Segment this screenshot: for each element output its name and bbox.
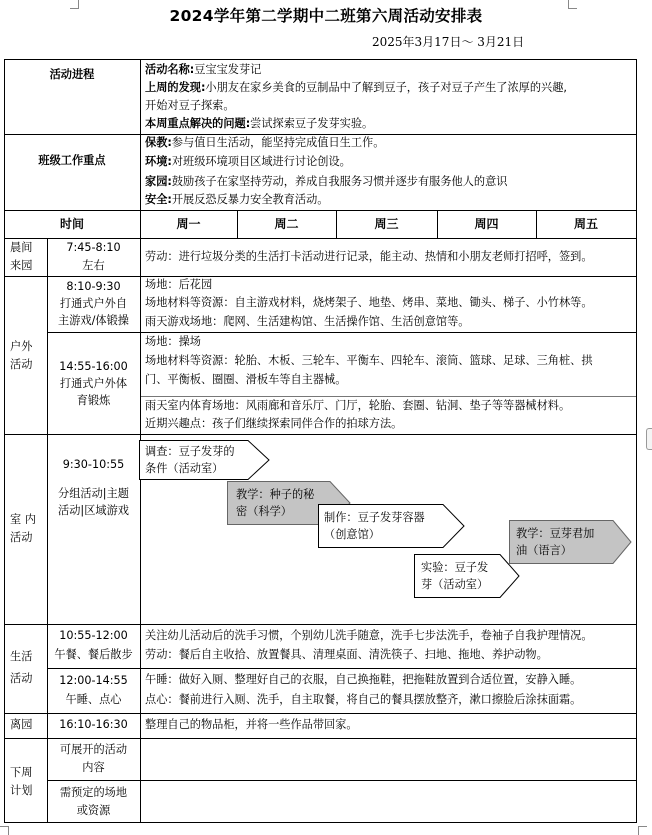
activity-line-2: 油（语言） — [516, 544, 572, 557]
activity-line-2: 条件（活动室） — [145, 462, 224, 475]
activity-line-2: （创意馆） — [324, 528, 380, 541]
activity-arrow-sprout-experiment — [414, 554, 520, 598]
next-week-activities-1: 可展开的活动 — [59, 743, 128, 756]
header-time: 时间 — [59, 217, 84, 231]
activity-name: 活动名称:豆宝宝发芽记 — [145, 63, 262, 76]
corner-mark-bottom-left — [0, 826, 9, 835]
page-side-handle[interactable] — [646, 428, 652, 450]
class-focus-home: 家园:鼓励孩子在家坚持劳动，养成自我服务习惯并逐步有服务他人的意识 — [145, 175, 508, 188]
indoor-name-2: 活动|区域游戏 — [58, 504, 129, 517]
activity-line-1: 实验：豆子发 — [421, 561, 489, 574]
header-friday: 周五 — [573, 217, 598, 231]
arrival-content: 劳动：进行垃圾分类的生活打卡活动进行记录，能主动、热情和小朋友老师打招呼，签到。 — [145, 250, 593, 263]
outdoor-am-venue: 场地：后花园 — [145, 278, 213, 291]
life-noon-handwash: 关注幼儿活动后的洗手习惯，个别幼儿洗手随意，洗手七步法洗手，卷袖子自我护理情况。 — [145, 629, 593, 642]
activity-line-2: 芽（活动室） — [421, 578, 489, 591]
indoor-label-1: 室 内 — [10, 513, 36, 526]
header-wednesday: 周三 — [374, 217, 399, 231]
life-label-2: 活动 — [10, 672, 33, 685]
date-range: 2025年3月17日～ 3月21日 — [372, 35, 525, 49]
header-tuesday: 周二 — [274, 217, 299, 231]
departure-content: 整理自己的物品柜，并将一些作品带回家。 — [145, 718, 358, 731]
outdoor-am-time: 8:10-9:30 — [66, 280, 121, 293]
life-noon-time: 10:55-12:00 — [59, 629, 128, 642]
outdoor-pm-interest: 近期兴趣点：孩子们继续探索同伴合作的拍球方法。 — [145, 417, 403, 430]
outdoor-label-2: 活动 — [10, 358, 33, 371]
life-nap-time: 12:00-14:55 — [59, 674, 128, 687]
life-snack-detail: 点心：餐前进行入厕、洗手，自主取餐，将自己的餐具摆放整齐，漱口擦脸后涂抹面霜。 — [145, 693, 582, 706]
page-title: 2024学年第二学期中二班第六周活动安排表 — [169, 7, 483, 25]
outdoor-pm-materials-cont: 门、平衡板、圈圈、滑板车等自主器械。 — [145, 373, 347, 386]
arrival-time-approx: 左右 — [82, 259, 105, 272]
progress-label: 活动进程 — [49, 68, 95, 81]
activity-line-1: 教学：种子的秘 — [236, 488, 315, 501]
last-week-discovery-cont: 开始对豆子探索。 — [145, 99, 235, 112]
indoor-name-1: 分组活动|主题 — [58, 487, 129, 500]
activity-line-1: 教学：豆芽君加 — [516, 527, 595, 540]
class-focus-safety: 安全:开展反恐反暴力安全教育活动。 — [145, 193, 329, 206]
life-noon-labor: 劳动：餐后自主收拾、放置餐具、清理桌面、清洗筷子、扫地、拖地、养护动物。 — [145, 648, 548, 661]
arrival-label-1: 晨间 — [10, 241, 33, 254]
indoor-time: 9:30-10:55 — [62, 458, 125, 471]
outdoor-pm-venue: 场地：操场 — [145, 335, 201, 348]
corner-mark-bottom-right — [638, 826, 647, 835]
outdoor-pm-time: 14:55-16:00 — [59, 360, 128, 373]
class-focus-label: 班级工作重点 — [38, 154, 106, 167]
outdoor-pm-name-1: 打通式户外体 — [59, 377, 128, 390]
outdoor-pm-rainy: 雨天室内体育场地：风雨廊和音乐厅、门厅，轮胎、套圈、钻洞、垫子等等器械材料。 — [145, 399, 571, 412]
outdoor-pm-materials: 场地材料等资源：轮胎、木板、三轮车、平衡车、四轮车、滚筒、篮球、足球、三角桩、拱 — [145, 354, 593, 367]
next-week-venues-2: 或资源 — [76, 804, 111, 817]
outdoor-am-materials: 场地材料等资源：自主游戏材料，烧烤架子、地垫、烤串、菜地、锄头、梯子、小竹林等。 — [145, 296, 593, 309]
activity-arrow-investigation — [139, 440, 270, 480]
life-nap-name: 午睡、点心 — [65, 693, 122, 706]
header-thursday: 周四 — [474, 217, 499, 231]
life-label-1: 生活 — [10, 650, 33, 663]
next-week-venues-1: 需预定的场地 — [59, 786, 128, 799]
departure-time: 16:10-16:30 — [59, 718, 128, 731]
life-nap-detail: 午睡：做好入厕、整理好自己的衣服，自己换拖鞋，把拖鞋放置到合适位置，安静入睡。 — [145, 673, 582, 686]
outdoor-pm-name-2: 育锻炼 — [76, 394, 111, 407]
activity-line-1: 调查：豆子发芽的 — [145, 445, 235, 458]
header-monday: 周一 — [176, 217, 201, 231]
next-week-label-2: 计划 — [10, 784, 33, 797]
life-noon-name: 午餐、餐后散步 — [54, 648, 133, 661]
week-focus-problem: 本周重点解决的问题:尝试探索豆子发芽实验。 — [145, 117, 374, 130]
outdoor-label-1: 户外 — [10, 340, 33, 353]
activity-arrow-container-craft — [318, 504, 465, 548]
arrival-label-2: 来园 — [10, 259, 33, 272]
outdoor-am-rainy: 雨天游戏场地：爬网、生活建构馆、生活操作馆、生活创意馆等。 — [145, 315, 470, 328]
next-week-activities-2: 内容 — [82, 761, 105, 774]
departure-label: 离园 — [10, 718, 33, 731]
activity-arrow-bean-sprout-cheer — [509, 520, 632, 564]
arrival-time: 7:45-8:10 — [66, 241, 121, 254]
next-week-label-1: 下周 — [10, 766, 33, 779]
activity-line-1: 制作：豆子发芽容器 — [324, 511, 425, 524]
last-week-discovery: 上周的发现:小朋友在家乡美食的豆制品中了解到豆子，孩子对豆子产生了浓厚的兴趣, — [145, 81, 567, 94]
outdoor-am-name-1: 打通式户外自 — [59, 297, 128, 310]
outdoor-am-name-2: 主游戏/体锻操 — [58, 314, 129, 327]
indoor-label-2: 活动 — [10, 531, 33, 544]
class-focus-care: 保教:参与值日生活动，能坚持完成值日生工作。 — [145, 136, 385, 149]
activity-line-2: 密（科学） — [236, 505, 292, 518]
class-focus-environment: 环境:对班级环境项目区域进行讨论创设。 — [145, 155, 351, 168]
